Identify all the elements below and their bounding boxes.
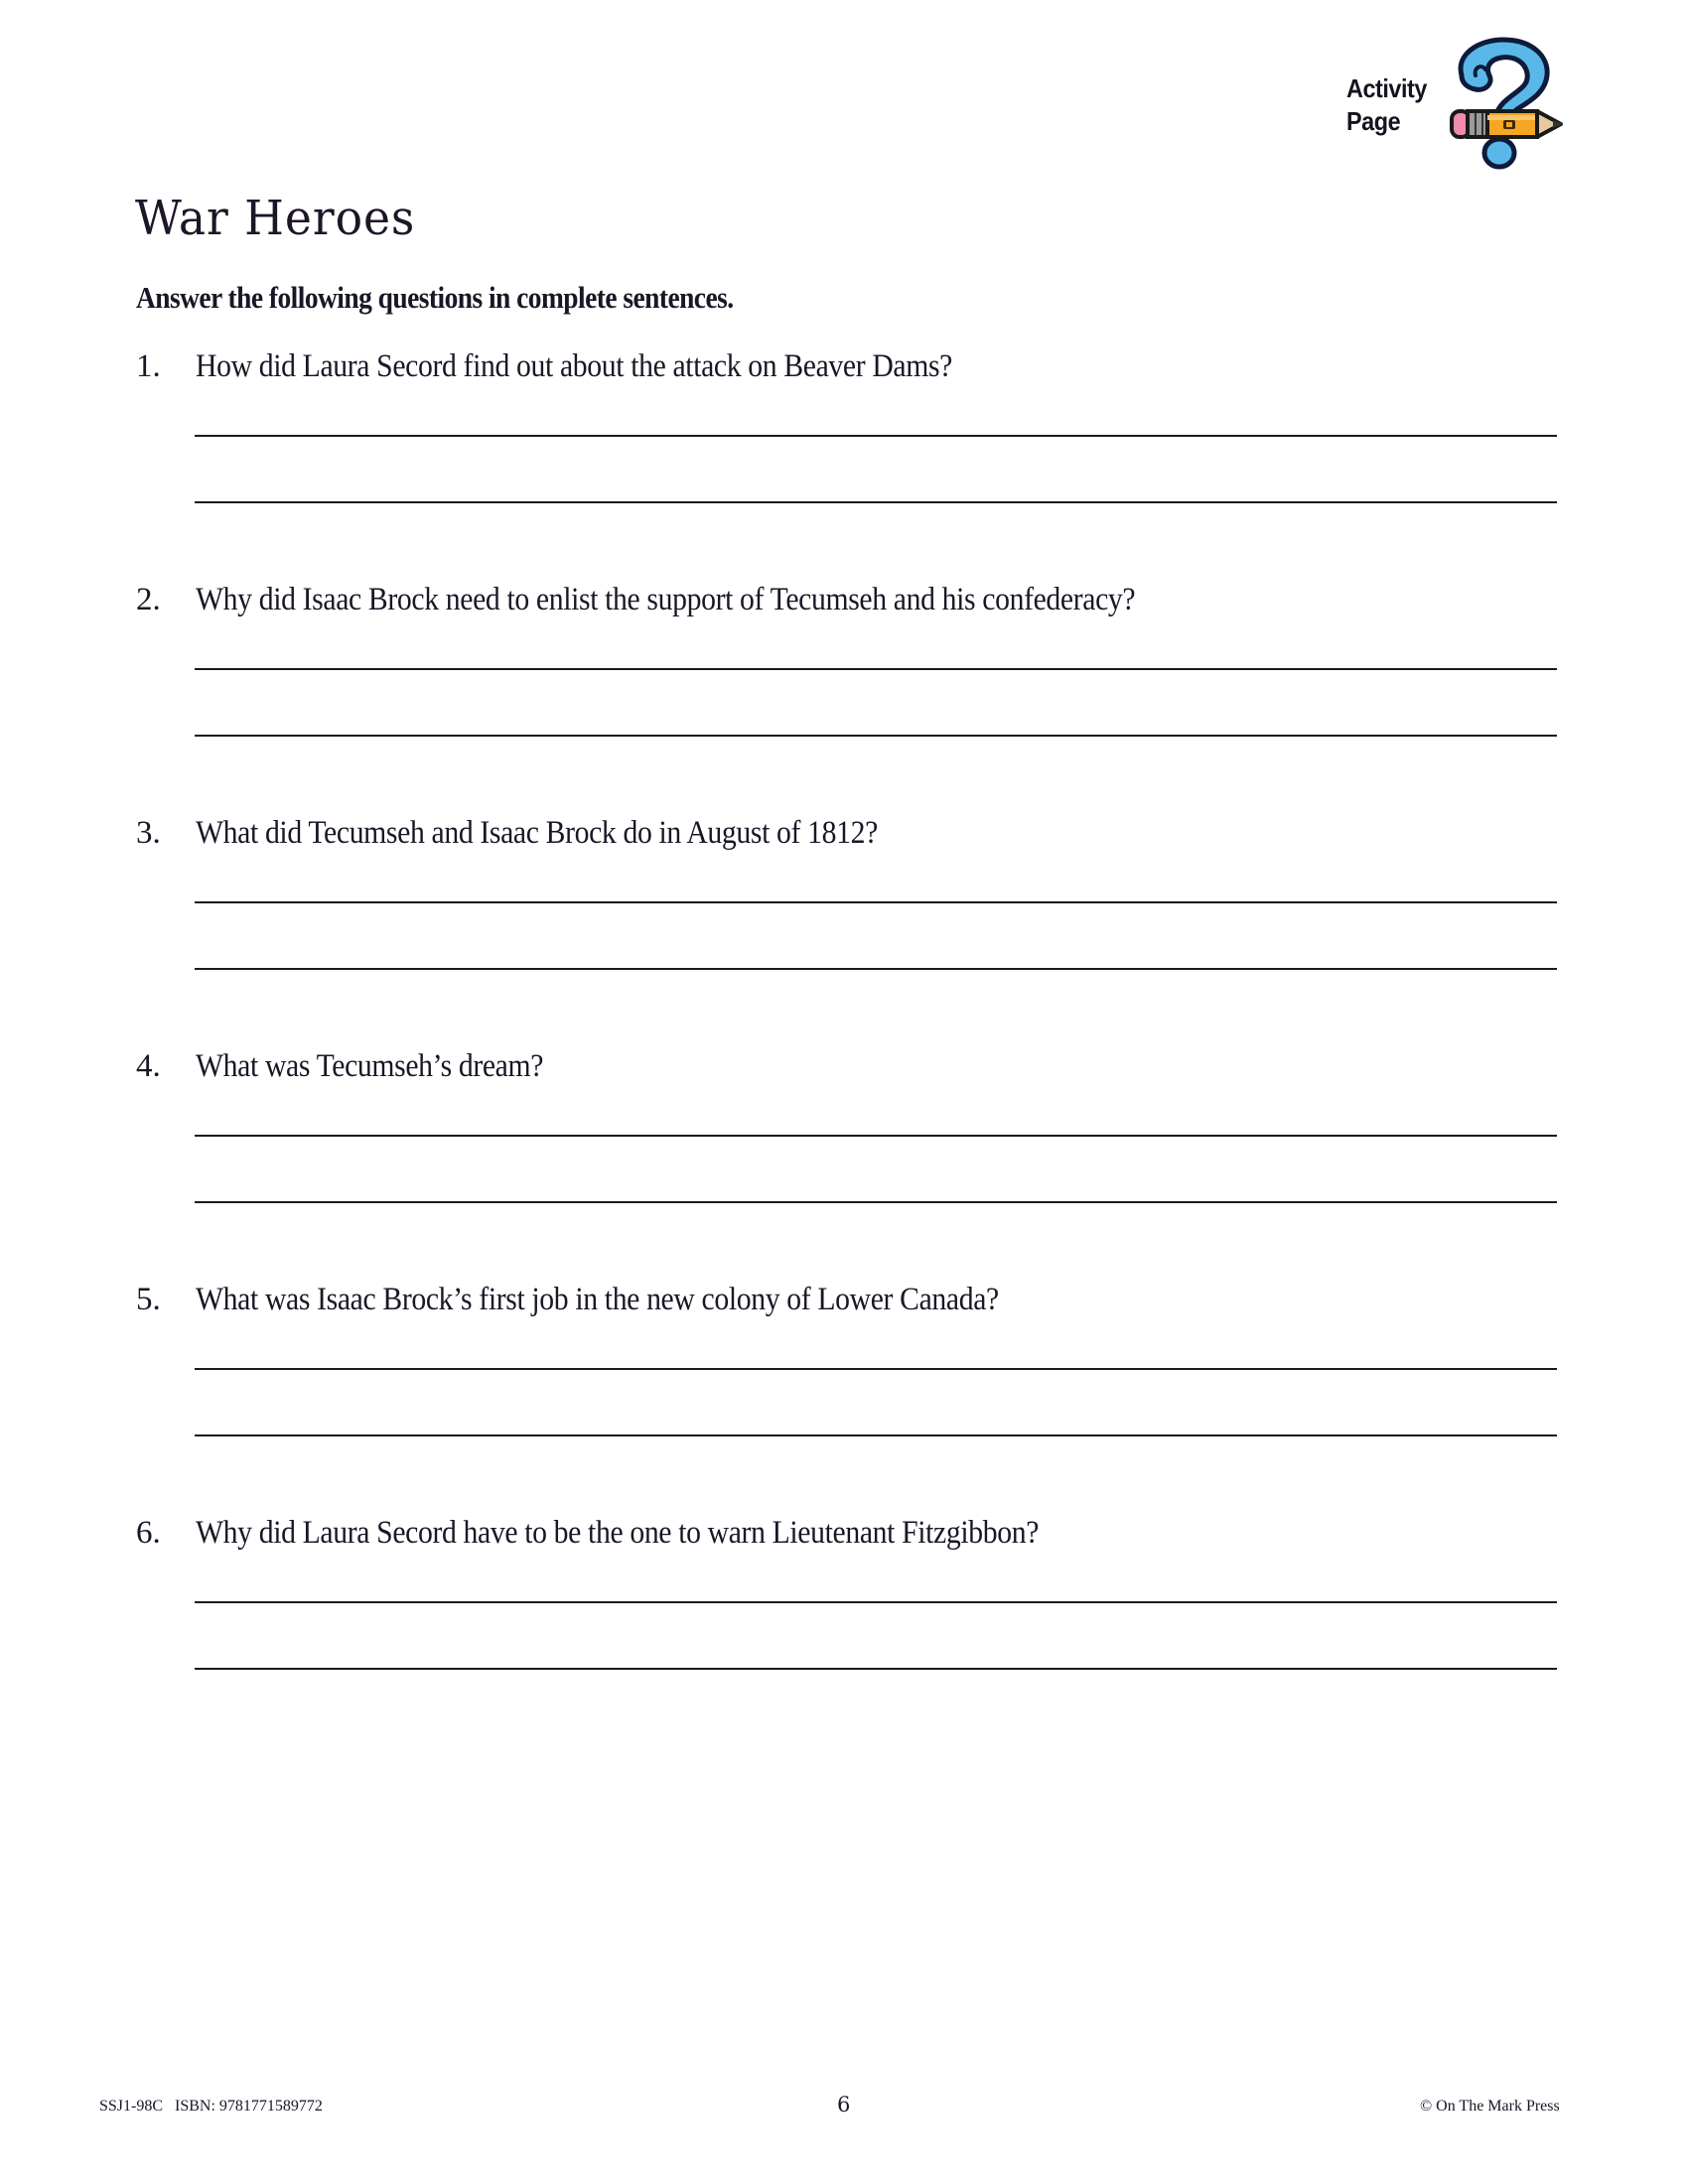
question-number: 2. bbox=[136, 582, 161, 617]
answer-line[interactable] bbox=[195, 901, 1557, 903]
question-text: How did Laura Secord find out about the attack on Beaver Dams? bbox=[196, 348, 953, 384]
question-number: 4. bbox=[136, 1048, 161, 1084]
question-number: 3. bbox=[136, 815, 161, 851]
answer-line[interactable] bbox=[195, 968, 1557, 970]
question-3 bbox=[0, 817, 1688, 1050]
footer-copyright: © On The Mark Press bbox=[1420, 2098, 1560, 2115]
question-text: What was Tecumseh’s dream? bbox=[196, 1048, 544, 1084]
question-text: What was Isaac Brock’s first job in the new colony of Lower Canada? bbox=[196, 1282, 999, 1317]
answer-line[interactable] bbox=[195, 1434, 1557, 1436]
question-text: What did Tecumseh and Isaac Brock do in August of 1812? bbox=[196, 815, 878, 851]
question-6 bbox=[0, 1517, 1688, 1750]
footer-book-code: SSJ1-98C ISBN: 9781771589772 bbox=[99, 2098, 323, 2115]
answer-line[interactable] bbox=[195, 1135, 1557, 1137]
answer-line[interactable] bbox=[195, 1201, 1557, 1203]
activity-page-badge bbox=[1340, 36, 1569, 171]
answer-line[interactable] bbox=[195, 1368, 1557, 1370]
badge-label-activity: Activity bbox=[1346, 73, 1427, 103]
answer-line[interactable] bbox=[195, 735, 1557, 737]
question-1 bbox=[0, 350, 1688, 584]
page-number: 6 bbox=[837, 2093, 851, 2116]
answer-line[interactable] bbox=[195, 435, 1557, 437]
question-number: 5. bbox=[136, 1282, 161, 1317]
instructions: Answer the following questions in complete sentences. bbox=[136, 280, 734, 315]
question-4 bbox=[0, 1050, 1688, 1284]
answer-line[interactable] bbox=[195, 668, 1557, 670]
answer-line[interactable] bbox=[195, 1668, 1557, 1670]
question-5 bbox=[0, 1284, 1688, 1517]
question-mark-pencil-icon bbox=[1446, 36, 1569, 171]
pencil-icon bbox=[1452, 111, 1563, 137]
question-number: 6. bbox=[136, 1515, 161, 1551]
answer-line[interactable] bbox=[195, 501, 1557, 503]
answer-line[interactable] bbox=[195, 1601, 1557, 1603]
question-number: 1. bbox=[136, 348, 161, 384]
question-2 bbox=[0, 584, 1688, 817]
question-text: Why did Laura Secord have to be the one to warn Lieutenant Fitzgibbon? bbox=[196, 1515, 1040, 1551]
worksheet-title: War Heroes bbox=[135, 191, 416, 246]
question-text: Why did Isaac Brock need to enlist the support of Tecumseh and his confederacy? bbox=[196, 582, 1136, 617]
badge-label-page: Page bbox=[1346, 106, 1401, 136]
